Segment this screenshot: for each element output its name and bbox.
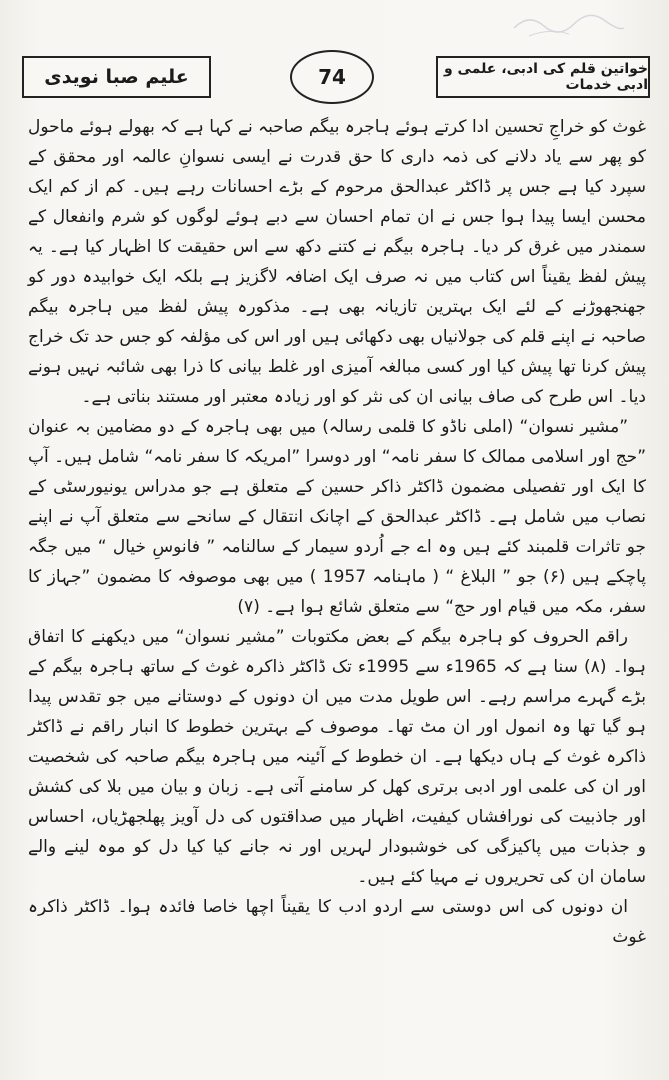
body-text bbox=[28, 112, 646, 952]
paragraph: ان دونوں کی اس دوستی سے اردو ادب کا یقیناً اچھا خاصا فائدہ ہوا۔ ڈاکٹر ذاکرہ غوث bbox=[28, 897, 646, 947]
chapter-title-box bbox=[436, 56, 650, 98]
paragraph: غوث کو خراجِ تحسین ادا کرتے ہوئے ہاجرہ بیگم صاحبہ نے کہا ہے کہ بھولے ہوئے ماحول کو پھر سے یاد دلانے کی ذمہ داری کا حق قدرت نے ایسی نسوانِ عالمہ اور محقق کے سپرد کیا ہے جس پر ڈاکٹر عبدالحق مرحوم کے بڑے احسانات رہے ہیں۔ کم از کم ایک محسن ایسا پیدا ہوا جس نے ان تمام احسان سے دبے ہوئے لوگوں کو شرم وانفعال کے سمندر میں غرق کر دیا۔ ہاجرہ بیگم نے کتنے دکھ سے اس حقیقت کا اظہار کیا ہے۔ یہ پیش لفظ یقیناً اس کتاب میں نہ صرف ایک اضافہ لاگزیز ہے بلکہ ایک خوابیدہ دور کو جھنجھوڑنے کے لئے ایک بہترین تازیانہ بھی ہے۔ مذکورہ پیش لفظ میں ہاجرہ بیگم صاحبہ نے اپنے قلم کی جولانیاں بھی دکھائی ہیں اور اس کی مؤلفہ کو جس حد تک خراج پیش کرنا تھا پیش کیا اور کسی مبالغہ آمیزی اور غلط بیانی کا ذرا بھی شائبہ نہیں ہونے دیا۔ اس طرح کی صاف بیانی ان کی نثر کو اور زیادہ معتبر اور مستند بناتی ہے۔ bbox=[28, 117, 646, 407]
chapter-title: خواتین قلم کی ادبی، علمی و ادبی خدمات bbox=[443, 61, 648, 93]
page-header bbox=[22, 50, 650, 104]
bleed-through-scribble bbox=[509, 8, 629, 42]
author-name-box bbox=[22, 56, 211, 98]
page-number: 74 bbox=[318, 65, 346, 89]
paragraph: ”مشیر نسوان“ (املی ناڈو کا قلمی رسالہ) میں بھی ہاجرہ کے دو مضامین بہ عنوان ”حج اور اسلامی ممالک کا سفر نامہ“ اور دوسرا ”امریکہ کا سفر نامہ“ شامل ہیں۔ آپ کا ایک اور تفصیلی مضمون ڈاکٹر ذاکر حسین کے متعلق ہے جو مدراس یونیورسٹی کے نصاب میں شامل ہے۔ ڈاکٹر عبدالحق کے اچانک انتقال کے سانحے سے متعلق آپ نے اپنے جو تاثرات قلمبند کئے ہیں وہ اے جے اُردو سیمار کے سالنامہ ” فانوسِ خیال “ میں جگہ پاچکے ہیں (۶) جو ” البلاغ “ ( ماہنامہ 1957 ) میں بھی موصوفہ کا مضمون ”جہاز کا سفر، مکہ میں قیام اور حج“ سے متعلق شائع ہوا ہے۔ (۷) bbox=[28, 417, 646, 617]
page-number-oval bbox=[290, 50, 374, 104]
author-name: علیم صبا نویدی bbox=[44, 66, 189, 88]
paragraph: راقم الحروف کو ہاجرہ بیگم کے بعض مکتوبات ”مشیر نسوان“ میں دیکھنے کا اتفاق ہوا۔ (۸) سنا ہے کہ 1965ء سے 1995ء تک ڈاکٹر ذاکرہ غوث کے ساتھ ہاجرہ بیگم کے بڑے گہرے مراسم رہے۔ اس طویل مدت میں ان دونوں کے دوستانے میں جو تقدس پیدا ہو گیا تھا وہ انمول اور ان مٹ تھا۔ موصوف کے بہترین خطوط کا انبار راقم نے ڈاکٹر ذاکرہ غوث کے ہاں دیکھا ہے۔ ان خطوط کے آئینہ میں ہاجرہ بیگم صاحبہ کی شخصیت اور ان کی علمی اور ادبی برتری کھل کر سامنے آتی ہے۔ زبان و بیان میں بلا کی کشش اور جاذبیت کی نورافشاں کیفیت، اظہار میں صداقتوں کی دل آویز پھلجھڑیاں، احساس و جذبات میں پاکیزگی کی خوشبودار لہریں اور نہ جانے کیا کیا دل کو موہ لینے والے سامان ان کی تحریروں نے مہیا کئے ہیں۔ bbox=[28, 627, 647, 887]
